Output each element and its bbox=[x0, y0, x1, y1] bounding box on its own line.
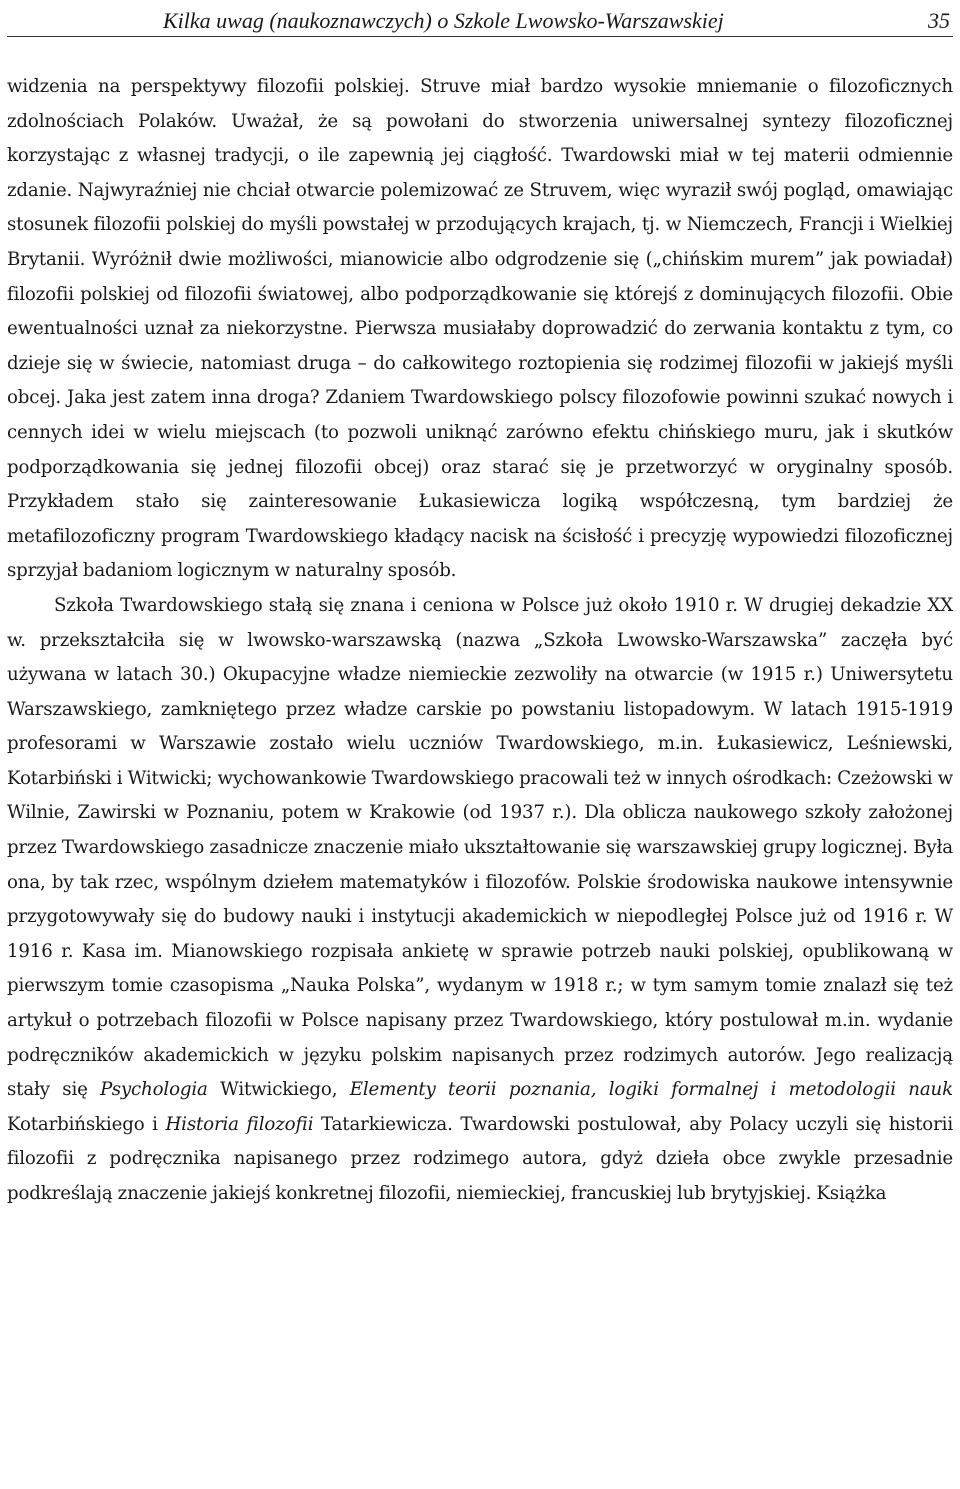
running-title: Kilka uwag (naukoznawczych) o Szkole Lwowsko-Warszawskiej bbox=[163, 8, 724, 33]
running-header bbox=[7, 0, 953, 34]
body-text bbox=[7, 70, 953, 1212]
paragraph-2-text-d: Tatarkiewicza. Twardowski postulował, aby Polacy uczyli się historii filozofii z podręcznika napisanego przez rodzimego autora, gdyż dzieła obce zwykle przesadnie podkreślają znaczenie jakiejś konkretnej filozofii, niemieckiej, francuskiej lub brytyjskiej. Książka bbox=[7, 1113, 953, 1204]
paragraph-1: widzenia na perspektywy filozofii polskiej. Struve miał bardzo wysokie mniemanie o filozoficznych zdolnościach Polaków. Uważał, że są powołani do stworzenia uniwersalnej syntezy filozoficznej korzystając z własnej tradycji, o ile zapewnią jej ciągłość. Twardowski miał w tej materii odmiennie zdanie. Najwyraźniej nie chciał otwarcie polemizować ze Struvem, więc wyraził swój pogląd, omawiając stosunek filozofii polskiej do myśli powstałej w przodujących krajach, tj. w Niemczech, Francji i Wielkiej Brytanii. Wyróżnił dwie możliwości, mianowicie albo odgrodzenie się („chińskim murem” jak powiadał) filozofii polskiej od filozofii światowej, albo podporządkowanie się którejś z dominujących filozofii. Obie ewentualności uznał za niekorzystne. Pierwsza musiałaby doprowadzić do zerwania kontaktu z tym, co dzieje się w świecie, natomiast druga – do całkowitego roztopienia się rodzimej filozofii w jakiejś myśli obcej. Jaka jest zatem inna droga? Zdaniem Twardowskiego polscy filozofowie powinni szukać nowych i cennych idei w wielu miejscach (to pozwoli uniknąć zarówno efektu chińskiego muru, jak i skutków podporządkowania się jednej filozofii obcej) oraz starać się je przetworzyć w oryginalny sposób. Przykładem stało się zainteresowanie Łukasiewicza logiką współczesną, tym bardziej że metafilozoficzny program Twardowskiego kładący nacisk na ścisłość i precyzję wypowiedzi filozoficznej sprzyjał badaniom logicznym w naturalny sposób. bbox=[7, 76, 953, 582]
paragraph-2-text-a: Szkoła Twardowskiego stałą się znana i ceniona w Polsce już około 1910 r. W drugiej dekadzie XX w. przekształciła się w lwowsko-warszawską (nazwa „Szkoła Lwowsko-Warszawska” zaczęła być używana w latach 30.) Okupacyjne władze niemieckie zezwoliły na otwarcie (w 1915 r.) Uniwersytetu Warszawskiego, zamkniętego przez władze carskie po powstaniu listopadowym. W latach 1915-1919 profesorami w Warszawie zostało wielu uczniów Twardowskiego, m.in. Łukasiewicz, Leśniewski, Kotarbiński i Witwicki; wychowankowie Twardowskiego pracowali też w innych ośrodkach: Czeżowski w Wilnie, Zawirski w Poznaniu, potem w Krakowie (od 1937 r.). Dla oblicza naukowego szkoły założonej przez Twardowskiego zasadnicze znaczenie miało ukształtowanie się warszawskiej grupy logicznej. Była ona, by tak rzec, wspólnym dziełem matematyków i filozofów. Polskie środowiska naukowe intensywnie przygotowywały się do budowy nauki i instytucji akademickich w niepodległej Polsce już od 1916 r. W 1916 r. Kasa im. Mianowskiego rozpisała ankietę w sprawie potrzeb nauki polskiej, opublikowaną w pierwszym tomie czasopisma „Nauka Polska”, wydanym w 1918 r.; w tym samym tomie znalazł się też artykuł o potrzebach filozofii w Polsce napisany przez Twardowskiego, który postulował m.in. wydanie podręczników akademickich w języku polskim napisanych przez rodzimych autorów. Jego realizacją stały się bbox=[7, 594, 953, 1101]
page-number: 35 bbox=[928, 8, 950, 33]
book-title-psychologia: Psychologia bbox=[100, 1079, 208, 1101]
document-page bbox=[7, 0, 953, 1489]
paragraph-2-text-b: Witwickiego, bbox=[207, 1079, 350, 1101]
paragraph-2-text-c: Kotarbińskiego i bbox=[7, 1113, 166, 1135]
book-title-elementy: Elementy teorii poznania, logiki formalnej i metodologii nauk bbox=[349, 1079, 953, 1101]
book-title-historia: Historia filozofii bbox=[165, 1113, 314, 1135]
paragraph-2 bbox=[7, 589, 953, 1212]
header-rule bbox=[7, 36, 953, 37]
